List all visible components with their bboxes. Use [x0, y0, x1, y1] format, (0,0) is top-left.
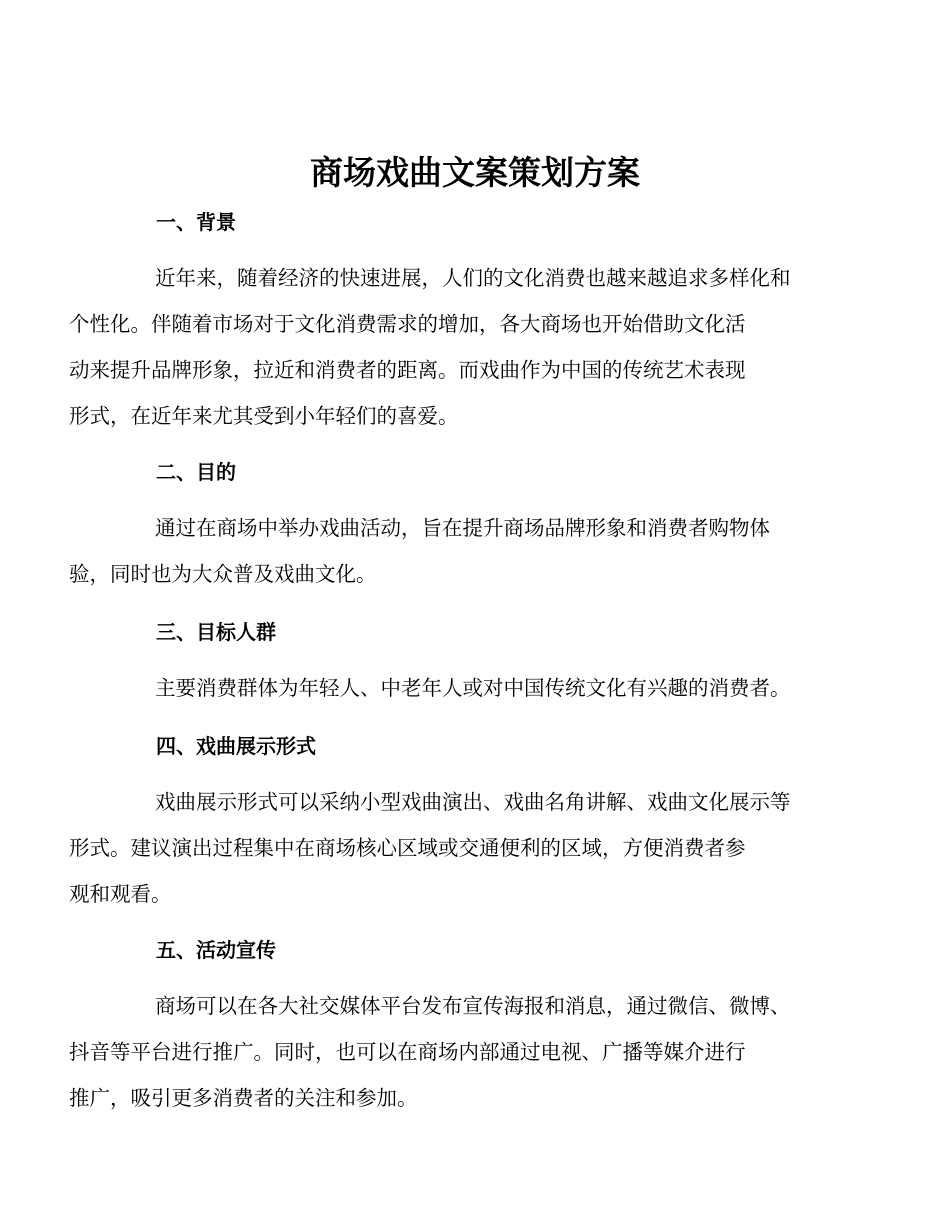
section-heading-purpose: 二、目的	[156, 460, 236, 484]
paragraph-line: 商场可以在各大社交媒体平台发布宣传海报和消息，通过微信、微博、	[155, 994, 791, 1018]
section-paragraph-promotion	[69, 983, 832, 1121]
section-paragraph-background	[69, 255, 832, 439]
paragraph-line: 近年来，随着经济的快速进展，人们的文化消费也越来越追求多样化和	[155, 266, 791, 290]
paragraph-line: 推广，吸引更多消费者的关注和参加。	[69, 1086, 418, 1110]
paragraph-line: 主要消费群体为年轻人、中老年人或对中国传统文化有兴趣的消费者。	[155, 676, 791, 700]
paragraph-line: 动来提升品牌形象，拉近和消费者的距离。而戏曲作为中国的传统艺术表现	[69, 358, 746, 382]
document-title: 商场戏曲文案策划方案	[310, 153, 640, 192]
paragraph-line: 验，同时也为大众普及戏曲文化。	[69, 562, 377, 586]
paragraph-line: 抖音等平台进行推广。同时，也可以在商场内部通过电视、广播等媒介进行	[69, 1040, 746, 1064]
section-paragraph-target-audience	[112, 665, 832, 711]
section-heading-target-audience: 三、目标人群	[156, 620, 276, 644]
section-paragraph-purpose	[69, 505, 832, 597]
paragraph-line: 形式。建议演出过程集中在商场核心区域或交通便利的区域，方便消费者参	[69, 836, 746, 860]
paragraph-line: 观和观看。	[69, 882, 172, 906]
paragraph-line: 个性化。伴随着市场对于文化消费需求的增加，各大商场也开始借助文化活	[69, 312, 746, 336]
section-heading-display-format: 四、戏曲展示形式	[156, 734, 316, 758]
section-paragraph-display-format	[69, 779, 832, 917]
paragraph-line: 戏曲展示形式可以采纳小型戏曲演出、戏曲名角讲解、戏曲文化展示等	[155, 790, 791, 814]
section-heading-background: 一、背景	[156, 210, 236, 234]
paragraph-line: 通过在商场中举办戏曲活动，旨在提升商场品牌形象和消费者购物体	[155, 516, 770, 540]
paragraph-line: 形式，在近年来尤其受到小年轻们的喜爱。	[69, 404, 459, 428]
section-heading-promotion: 五、活动宣传	[156, 938, 276, 962]
